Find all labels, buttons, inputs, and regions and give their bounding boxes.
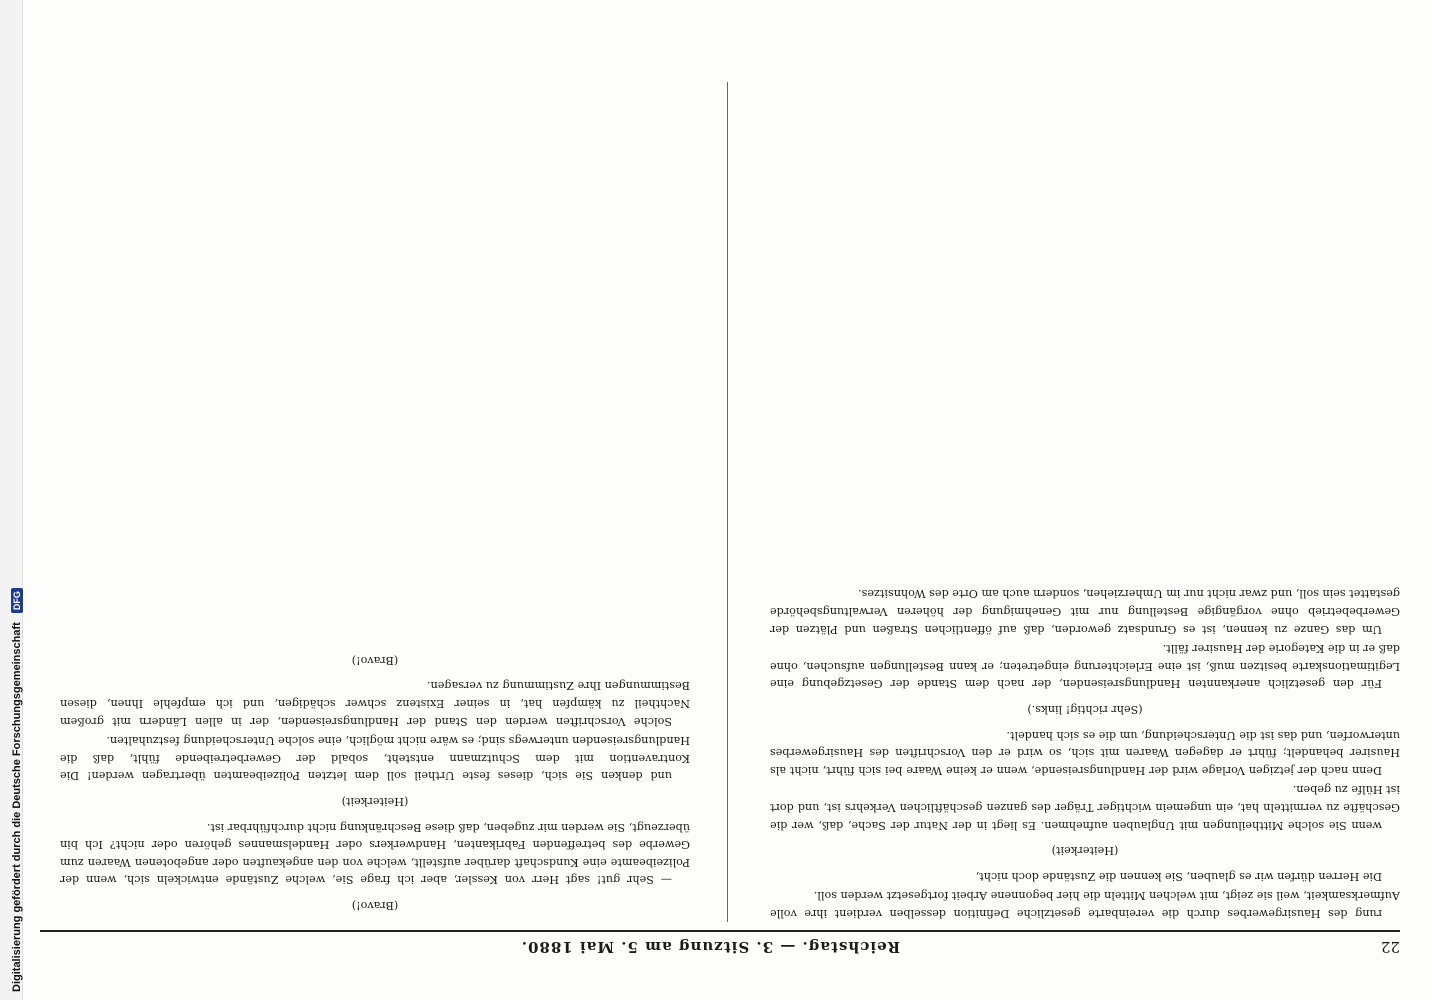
- credit-text: Digitalisierung gefördert durch die Deutsche Forschungsgemeinschaft: [11, 622, 23, 992]
- page-header: [40, 934, 1400, 960]
- paragraph: (Sehr richtig! links.): [1027, 703, 1143, 717]
- paragraph: (Bravo!): [351, 899, 399, 912]
- paragraph: Für den gesetzlich anerkannten Handlungsreisenden, der nach dem Stande der Gesetzgebung eine Legitimationskarte besitzen muß, ist eine Erleichterung eingetreten; er kann Bestellungen aufsuchen, ohne daß er in die Kategorie der Hausirer fällt.: [770, 642, 1400, 691]
- page-title: Reichstag. — 3. Sitzung am 5. Mai 1880.: [520, 938, 901, 956]
- paragraph: (Heiterkeit): [1051, 844, 1119, 858]
- header-rule: [40, 930, 1400, 932]
- dfg-logo: DFG: [11, 588, 23, 613]
- paragraph: Denn nach der jetzigen Vorlage wird der Handlungsreisende, wenn er keine Waare bei sich führt, nicht als Hausirer behandelt; führt er dagegen Waaren mit sich, so wird er den Vorschriften des Hausirgewerbes unterworfen, und das ist die Unterscheidung, um die es sich handelt.: [770, 728, 1400, 777]
- paragraph: (Bravo!): [351, 653, 399, 667]
- paragraph: — Sehr gut! sagt Herr von Kessler, aber ich frage Sie, welche Zustände entwickeln sich, wenn der Polizeibeamte eine Kundschaft darüber aufstellt, welche von den angekauften oder angebotenen Waaren zum Gewerbe des betreffenden Fabrikanten, Handwerkers oder Handelsmannes gehören oder nicht? Ich bin überzeugt, Sie werden mir zugeben, daß diese Beschränkung nicht durchführbar ist.: [60, 820, 690, 887]
- paragraph: (Heiterkeit): [341, 795, 409, 809]
- paragraph: Solche Vorschriften werden den Stand der Handlungsreisenden, der in allen Ländern mit großem Nachtheil zu kämpfen hat, in seiner Existenz schwer schädigen, und ich empfehle Ihnen, diesen Bestimmungen Ihre Zustimmung zu versagen.: [60, 679, 690, 728]
- column-divider: [727, 82, 728, 922]
- paragraph: wenn Sie solche Mittheilungen mit Unglauben aufnehmen. Es liegt in der Natur der Sache, daß, wer die Geschäfte zu vermitteln hat, ein ungemein wichtiger Träger des ganzen geschäftlichen Verkehrs ist, und dort ist Hülfe zu geben.: [770, 783, 1400, 832]
- paragraph: Die Herren dürfen wir es glauben, Sie kennen die Zustände doch nicht,: [975, 869, 1382, 883]
- paragraph: rung des Hausirgewerbes durch die vereinbarte gesetzliche Definition desselben verdient ihre volle Aufmerksamkeit, weil sie zeigt, mit welchen Mitteln die hier begonnene Arbeit fortgesetzt werden soll.: [770, 889, 1400, 920]
- left-text-column: [770, 583, 1400, 922]
- right-text-column: [60, 643, 690, 922]
- page-number: 22: [1380, 938, 1400, 956]
- rotated-page-content: [40, 70, 1400, 960]
- paragraph: Um das Ganze zu kennen, ist es Grundsatz geworden, daß auf öffentlichen Straßen und Plätzen der Gewerbebetrieb ohne vorgängige Bestellung nur mit Genehmigung der höheren Verwaltungsbehörde gestattet sein soll, und zwar nicht nur im Umherziehen, sondern auch am Orte des Wohnsitzes.: [770, 587, 1400, 636]
- paragraph: und denken Sie sich, dieses feste Urtheil soll dem letzten Polizeibeamten übertragen werden! Die Kontravention mit dem Schutzmann entsteht, sobald der Gewerbetreibende fühlt, daß die Handlungsreisenden unterwegs sind; es wäre nicht möglich, eine solche Unterscheidung festzuhalten.: [60, 734, 690, 783]
